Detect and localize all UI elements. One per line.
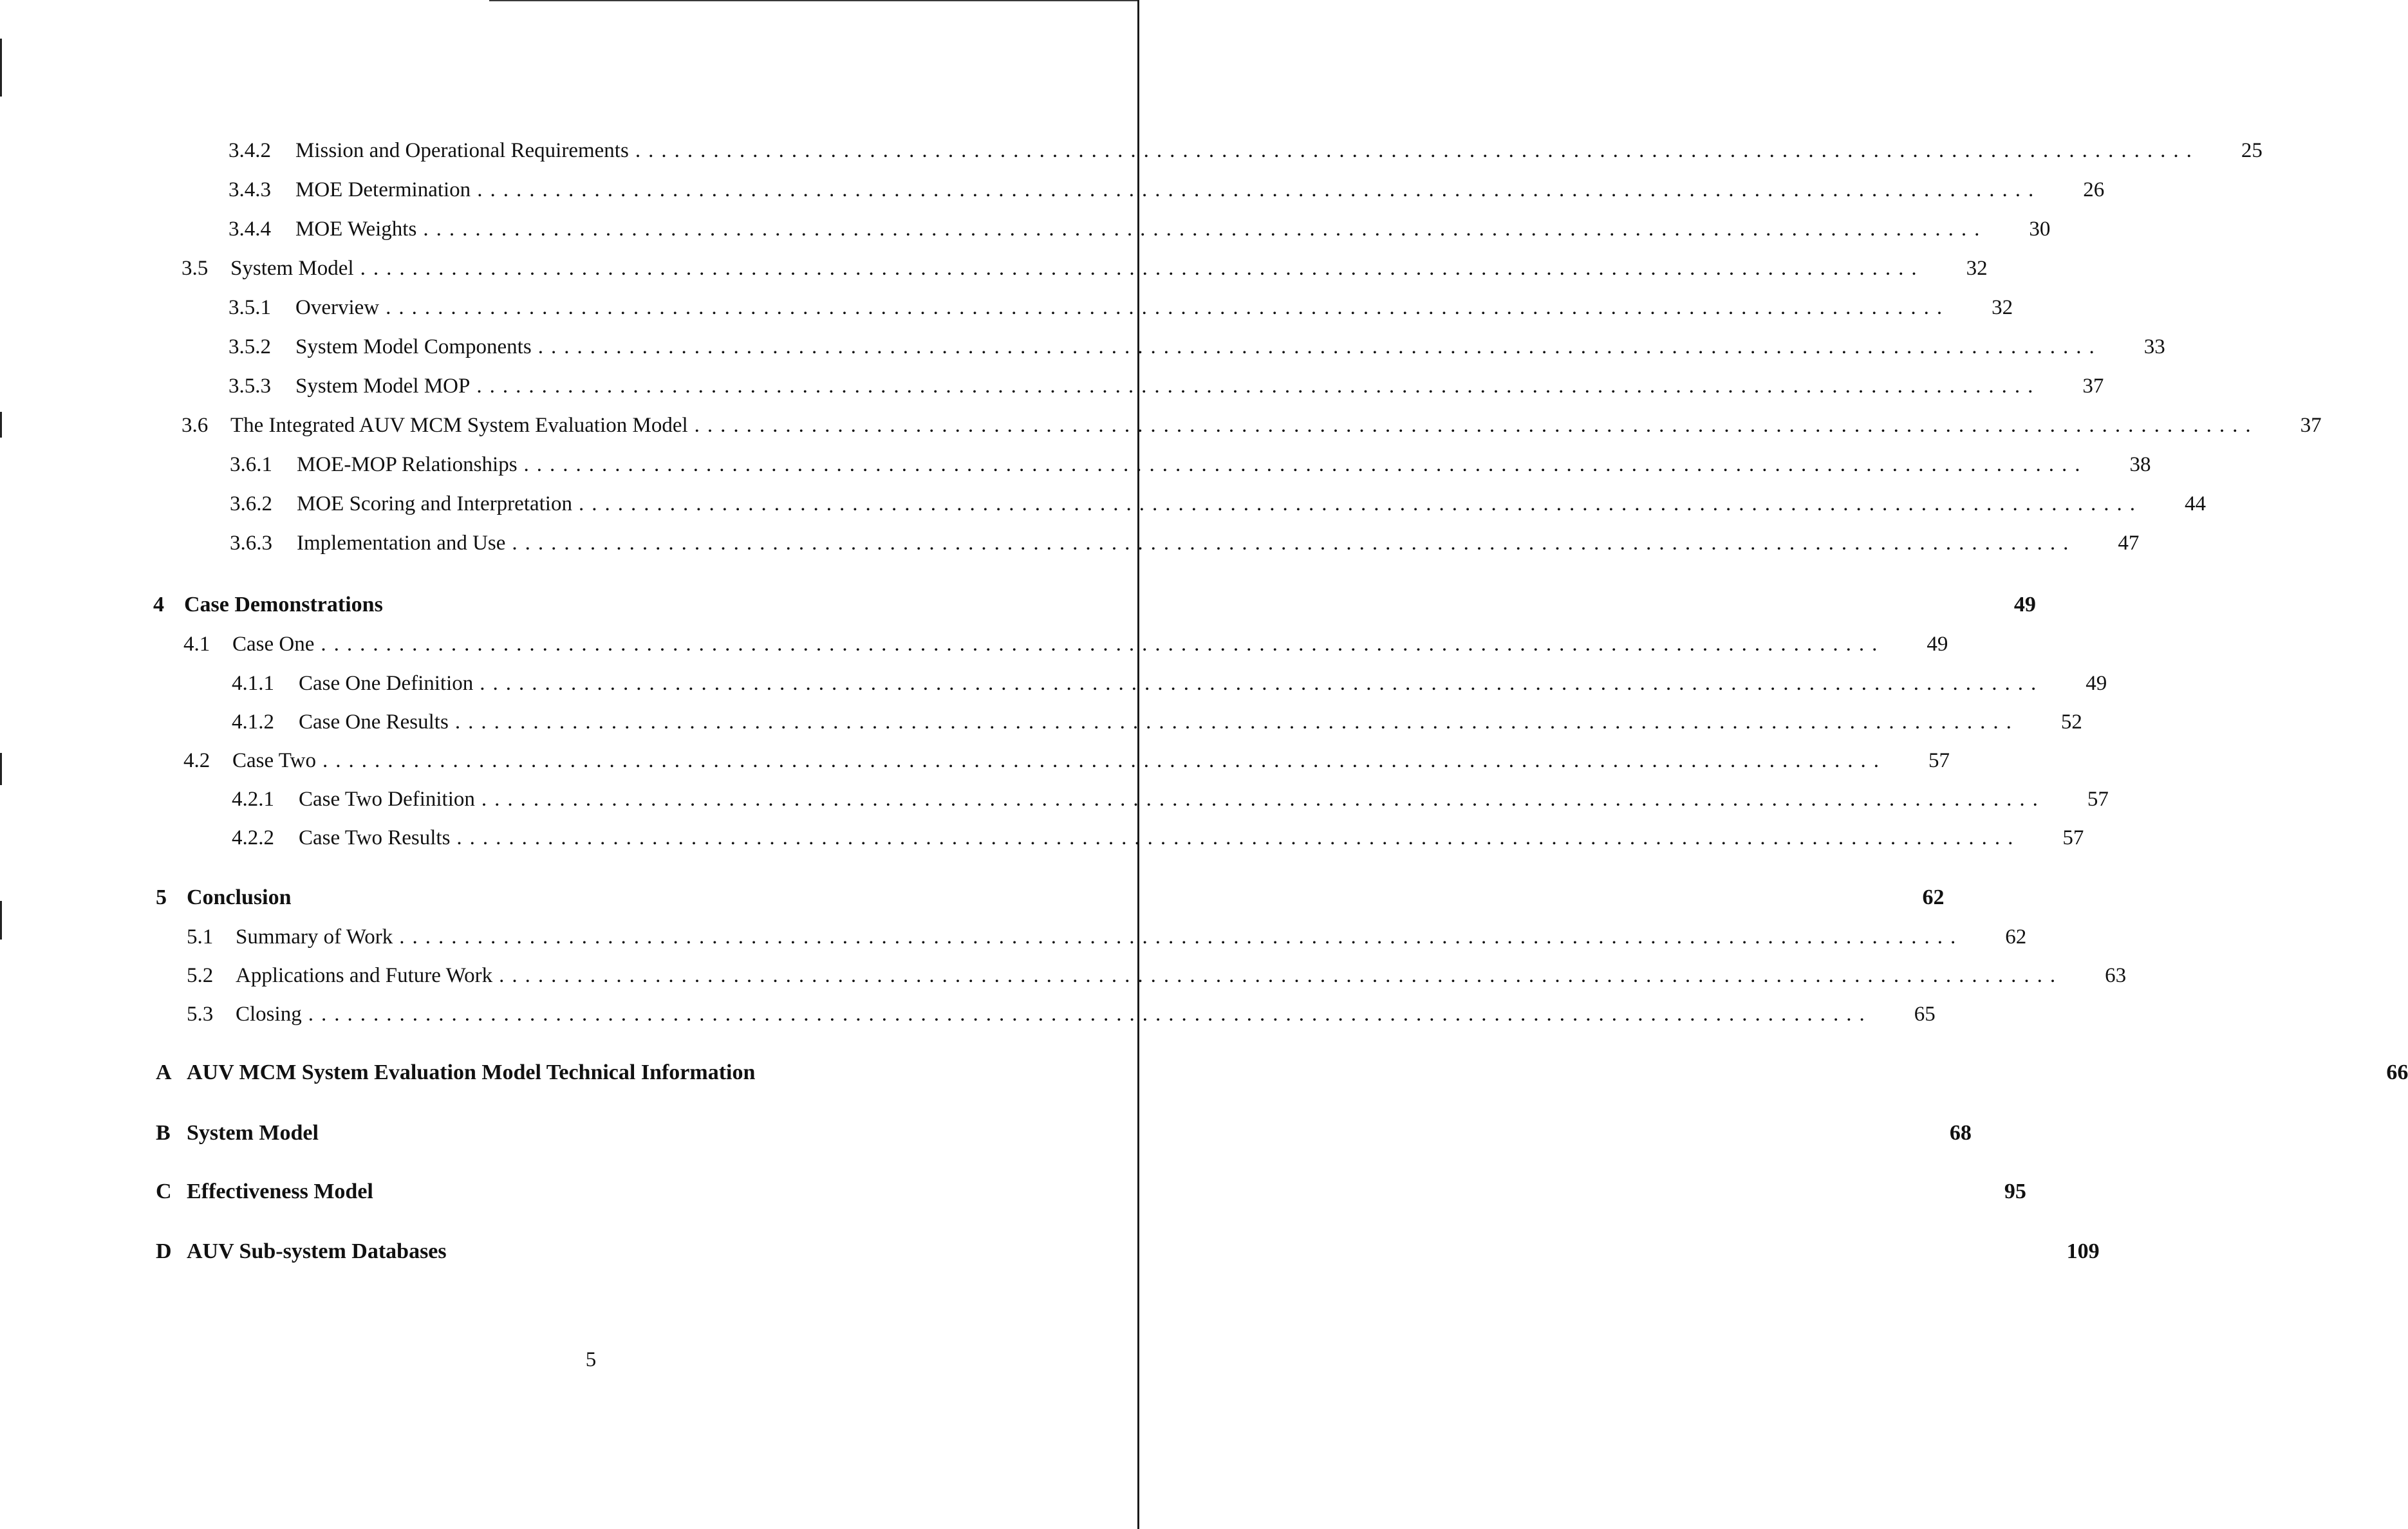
toc-entry[interactable] xyxy=(229,176,2105,204)
toc-dot-leader: ........................................................................................................................ xyxy=(423,218,1988,241)
toc-entry-title: Case One Definition xyxy=(299,669,480,698)
toc-dot-leader: ........................................................................................................................ xyxy=(454,710,2019,734)
toc-entry[interactable] xyxy=(229,136,2263,165)
toc-entry-page: 65 xyxy=(1914,1003,1936,1026)
toc-dot-leader: ........................................................................................................................ xyxy=(523,453,2088,476)
toc-entry[interactable] xyxy=(187,1000,1936,1028)
toc-dot-leader: ........................................................................................................................ xyxy=(694,414,2259,437)
toc-entry-number: 3.6.3 xyxy=(230,532,272,555)
toc-entry-page: 52 xyxy=(2060,710,2082,734)
toc-dot-leader: ........................................................................................................................ xyxy=(499,964,2064,987)
toc-entry-title: System Model Components xyxy=(295,333,538,361)
toc-entry[interactable] xyxy=(156,1237,2100,1266)
toc-entry-title: Effectiveness Model xyxy=(187,1178,380,1206)
toc-entry-title: Case Demonstrations xyxy=(184,591,389,619)
toc-entry-title: AUV MCM System Evaluation Model Technical Information xyxy=(187,1059,761,1087)
toc-entry[interactable] xyxy=(232,708,2082,736)
toc-entry-page: 26 xyxy=(2083,178,2105,201)
toc-entry-number: 4 xyxy=(153,593,164,616)
page-number: 5 xyxy=(585,1348,597,1371)
toc-entry[interactable] xyxy=(230,490,2206,518)
toc-entry-number: B xyxy=(156,1121,171,1145)
toc-entry-number: 3.5.1 xyxy=(229,296,271,319)
toc-entry-number: 4.1 xyxy=(183,633,210,656)
toc-entry-title: Case Two Definition xyxy=(299,785,481,813)
toc-entry-number: 4.1.2 xyxy=(232,710,274,734)
toc-dot-leader: ........................................................................................................................ xyxy=(399,925,1964,949)
toc-entry[interactable] xyxy=(153,591,2036,619)
toc-entry-page: 49 xyxy=(2013,593,2036,616)
toc-entry-number: 5 xyxy=(156,885,167,909)
toc-entry-number: 4.2.2 xyxy=(232,826,274,849)
toc-entry-number: 3.6.1 xyxy=(230,453,272,476)
toc-dot-leader: ........................................................................................................................ xyxy=(476,375,2041,398)
toc-entry-page: 49 xyxy=(1927,633,1948,656)
toc-entry-title: Case One xyxy=(232,630,321,658)
toc-entry-title: Case Two xyxy=(232,746,322,775)
toc-dot-leader: ........................................................................................................................ xyxy=(578,492,2143,515)
toc-entry-page: 32 xyxy=(1992,296,2013,319)
toc-entry-number: 3.5.2 xyxy=(229,335,271,358)
toc-dot-leader: ........................................................................................................................ xyxy=(512,532,2077,555)
toc-entry[interactable] xyxy=(232,824,2084,852)
toc-entry-page: 95 xyxy=(2004,1180,2026,1203)
toc-entry-page: 30 xyxy=(2029,218,2051,241)
toc-entry-number: 3.5.3 xyxy=(229,375,271,398)
toc-dot-leader: ........................................................................................................................ xyxy=(456,826,2021,849)
toc-entry-title: MOE Weights xyxy=(295,215,423,243)
toc-entry-title: Applications and Future Work xyxy=(236,961,499,990)
toc-entry[interactable] xyxy=(156,1119,1972,1147)
toc-entry-number: D xyxy=(156,1239,172,1263)
toc-entry-title: Overview xyxy=(295,293,386,322)
toc-entry-page: 109 xyxy=(2066,1239,2100,1263)
toc-entry[interactable] xyxy=(182,411,2322,440)
toc-entry-title: Mission and Operational Requirements xyxy=(295,136,635,165)
toc-entry-title: Case Two Results xyxy=(299,824,456,852)
toc-entry-number: A xyxy=(156,1061,172,1084)
toc-entry-title: The Integrated AUV MCM System Evaluation Model xyxy=(230,411,695,440)
toc-entry-number: 5.1 xyxy=(187,925,214,949)
toc-entry[interactable] xyxy=(187,961,2127,990)
toc-entry[interactable] xyxy=(156,1059,2408,1087)
toc-entry-number: 5.2 xyxy=(187,964,214,987)
toc-entry-number: 3.5 xyxy=(182,257,209,280)
toc-entry[interactable] xyxy=(230,529,2140,557)
toc-dot-leader: ........................................................................................................................ xyxy=(322,749,1887,772)
toc-entry-number: 4.1.1 xyxy=(232,672,274,695)
toc-entry[interactable] xyxy=(183,746,1950,775)
toc-dot-leader: ........................................................................................................................ xyxy=(360,257,1925,280)
toc-entry-number: 4.2 xyxy=(183,749,210,772)
toc-entry-title: Case One Results xyxy=(299,708,455,736)
toc-entry-number: 3.4.2 xyxy=(229,139,271,162)
toc-entry-title: Closing xyxy=(236,1000,308,1028)
toc-entry[interactable] xyxy=(229,372,2104,400)
toc-entry-page: 32 xyxy=(1966,257,1988,280)
toc-entry-page: 44 xyxy=(2184,492,2206,515)
toc-entry-title: System Model MOP xyxy=(295,372,476,400)
toc-entry-number: 3.6.2 xyxy=(230,492,272,515)
toc-dot-leader: ........................................................................................................................ xyxy=(635,139,2199,162)
toc-entry-title: MOE-MOP Relationships xyxy=(297,450,524,479)
toc-entry-page: 57 xyxy=(2087,788,2109,811)
toc-entry-number: 4.2.1 xyxy=(232,788,274,811)
toc-entry-number: 3.4.4 xyxy=(229,218,271,241)
toc-entry-number: 5.3 xyxy=(187,1003,214,1026)
toc-entry-title: AUV Sub-system Databases xyxy=(187,1237,453,1266)
toc-entry-page: 37 xyxy=(2300,414,2322,437)
toc-entry-title: Implementation and Use xyxy=(297,529,512,557)
toc-entry-number: 3.4.3 xyxy=(229,178,271,201)
toc-entry-page: 37 xyxy=(2082,375,2104,398)
toc-dot-leader: ........................................................................................................................ xyxy=(480,672,2044,695)
toc-dot-leader: ........................................................................................................................ xyxy=(477,178,2042,201)
toc-entry[interactable] xyxy=(183,630,1948,658)
toc-dot-leader: ........................................................................................................................ xyxy=(537,335,2102,358)
toc-entry[interactable] xyxy=(187,923,2027,951)
toc-entry[interactable] xyxy=(156,884,1945,912)
toc-entry[interactable] xyxy=(230,450,2151,479)
toc-entry-page: 63 xyxy=(2105,964,2127,987)
toc-dot-leader: ........................................................................................................................ xyxy=(321,633,1885,656)
toc-dot-leader: ........................................................................................................................ xyxy=(481,788,2046,811)
toc-dot-leader: ........................................................................................................................ xyxy=(308,1003,1872,1026)
toc-entry-title: Summary of Work xyxy=(236,923,399,951)
toc-entry-page: 66 xyxy=(2386,1061,2408,1084)
toc-entry[interactable] xyxy=(182,254,1988,283)
toc-entry[interactable] xyxy=(229,333,2165,361)
toc-entry-number: C xyxy=(156,1180,172,1203)
toc-entry-title: MOE Scoring and Interpretation xyxy=(297,490,579,518)
toc-entry-page: 25 xyxy=(2241,139,2263,162)
toc-entry[interactable] xyxy=(229,293,2013,322)
toc-entry[interactable] xyxy=(229,215,2051,243)
toc-entry-page: 38 xyxy=(2129,453,2151,476)
toc-dot-leader: ........................................................................................................................ xyxy=(386,296,1950,319)
toc-entry-title: Conclusion xyxy=(187,884,298,912)
toc-entry-page: 47 xyxy=(2118,532,2140,555)
toc-entry-page: 33 xyxy=(2143,335,2165,358)
toc-entry-title: MOE Determination xyxy=(295,176,477,204)
toc-entry-page: 49 xyxy=(2086,672,2107,695)
toc-entry[interactable] xyxy=(232,785,2109,813)
toc-entry-page: 68 xyxy=(1949,1121,1972,1145)
toc-entry[interactable] xyxy=(232,669,2107,698)
toc-entry-title: System Model xyxy=(230,254,360,283)
toc-entry-title: System Model xyxy=(187,1119,325,1147)
toc-entry[interactable] xyxy=(156,1178,2026,1206)
toc-entry-page: 57 xyxy=(2062,826,2084,849)
toc-entry-page: 62 xyxy=(2005,925,2027,949)
toc-entry-page: 62 xyxy=(1922,885,1945,909)
toc-entry-page: 57 xyxy=(1928,749,1950,772)
toc-entry-number: 3.6 xyxy=(182,414,209,437)
